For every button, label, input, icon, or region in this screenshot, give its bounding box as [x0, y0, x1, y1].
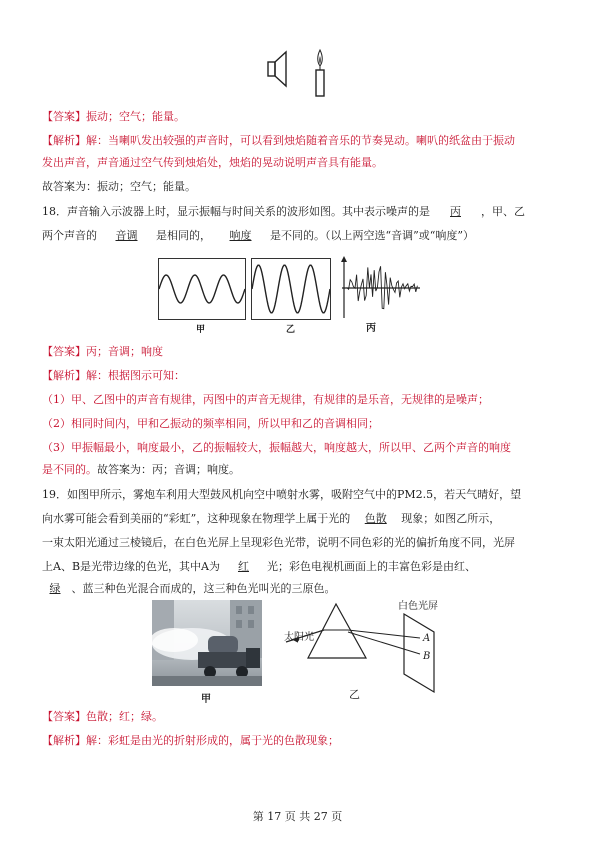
caption-bing: 丙: [366, 323, 376, 334]
candle-icon: [316, 50, 324, 96]
page-footer: 第 17 页 共 27 页: [252, 810, 343, 823]
sine-wave-icon: [252, 259, 330, 319]
waveform-yi: [251, 258, 331, 320]
q18-text: 两个声音的: [42, 229, 97, 242]
q19-question-line2: [42, 512, 500, 526]
analysis-text: 是不同的。: [42, 463, 97, 476]
answer-text: 丙；音调；响度: [86, 345, 163, 358]
q19-question-line5: [42, 582, 336, 596]
q18-blank-pitch: 音调: [115, 229, 138, 242]
q18-analysis-p3: （3）甲振幅最小，响度最小，乙的振幅较大，振幅越大，响度越大，所以甲、乙两个声音的响度: [42, 441, 511, 454]
analysis-tag: 【解析】: [42, 734, 86, 747]
label-a: A: [423, 633, 431, 644]
q18-analysis-p2: （2）相同时间内，甲和乙振动的频率相同，所以甲和乙的音调相同；: [42, 417, 379, 430]
caption-yi: 乙: [286, 325, 296, 335]
answer-text: 色散；红；绿。: [86, 710, 163, 723]
q18-question-line1: [42, 205, 525, 219]
waveform-jia: [158, 258, 246, 320]
analysis-tag: 【解析】: [42, 134, 86, 147]
q17-conclusion: 故答案为：振动；空气；能量。: [42, 180, 196, 193]
label-b: B: [423, 651, 431, 662]
caption-jia: 甲: [196, 325, 206, 335]
q17-analysis-line2: 发出声音，声音通过空气传到烛焰处，烛焰的晃动说明声音具有能量。: [42, 156, 383, 169]
q18-analysis-p1: （1）甲、乙图中的声音有规律，丙图中的声音无规律，有规律的是乐音，无规律的是噪声；: [42, 393, 489, 406]
answer-tag: 【答案】: [42, 110, 86, 123]
q19-text: 、蓝三种色光混合而成的，这三种色光叫光的三原色。: [71, 582, 336, 595]
answer-text: 振动；空气；能量。: [86, 110, 185, 123]
q18-text: 是不同的。（以上两空选“音调”或“响度”）: [270, 229, 474, 242]
q19-question-line3: 一束太阳光通过三棱镜后，在白色光屏上呈现彩色光带，说明不同色彩的光的偏折角度不同，光屏: [42, 536, 515, 549]
q18-blank-noise: 丙: [450, 205, 461, 218]
q18-question-line2: [42, 229, 474, 243]
answer-tag: 【答案】: [42, 710, 86, 723]
analysis-text: 解：根据图示可知：: [86, 369, 185, 382]
caption-fig-jia: 甲: [201, 694, 211, 705]
sine-wave-icon: [159, 259, 245, 319]
q17-answer: [42, 110, 185, 124]
q19-answer: [42, 710, 163, 724]
analysis-text: 解：彩虹是由光的折射形成的，属于光的色散现象；: [86, 734, 339, 747]
conclusion-text: 故答案为：丙；音调；响度。: [97, 463, 240, 476]
analysis-text: 解：当喇叭发出较强的声音时，可以看到烛焰随着音乐的节奏晃动。喇叭的纸盆由于振动: [86, 134, 515, 147]
q19-blank-red: 红: [237, 560, 249, 573]
q18-blank-loudness: 响度: [229, 229, 252, 242]
q19-blank-dispersion: 色散: [364, 512, 387, 525]
analysis-tag: 【解析】: [42, 369, 86, 382]
q19-text: 上A、B是光带边缘的色光，其中A为: [42, 560, 220, 573]
q19-question-line4: [42, 560, 495, 574]
q19-blank-green: 绿: [49, 582, 61, 595]
speaker-candle-figure: [262, 44, 342, 100]
q17-analysis-line1: [42, 134, 515, 148]
q19-text: 向水雾可能会看到美丽的“彩虹”，这种现象在物理学上属于光的: [42, 512, 351, 525]
q18-answer: [42, 345, 163, 359]
q18-text: 18．声音输入示波器上时，显示振幅与时间关系的波形如图。其中表示噪声的是: [42, 205, 430, 218]
speaker-icon: [268, 52, 286, 86]
q19-text: 光；彩色电视机画面上的丰富色彩是由红、: [266, 560, 476, 573]
waveform-bing: [338, 254, 422, 320]
q18-text: 是相同的，: [156, 229, 211, 242]
q19-analysis: [42, 734, 339, 748]
q18-text: ，甲、乙: [481, 205, 525, 218]
q18-analysis-p3-line2: [42, 463, 240, 477]
label-sunlight: 太阳光: [284, 632, 314, 643]
caption-fig-yi: 乙: [349, 688, 360, 701]
fog-cannon-photo: [152, 600, 262, 686]
label-white-screen: 白色光屏: [398, 601, 438, 612]
q19-text: 现象；如图乙所示，: [401, 512, 501, 525]
q18-analysis: [42, 369, 185, 383]
answer-tag: 【答案】: [42, 345, 86, 358]
q19-question-line1: 19．如图甲所示，雾炮车利用大型鼓风机向空中喷射水雾，吸附空气中的PM2.5，若天气晴好，望: [42, 488, 522, 501]
fog-cannon-image: [152, 600, 262, 686]
